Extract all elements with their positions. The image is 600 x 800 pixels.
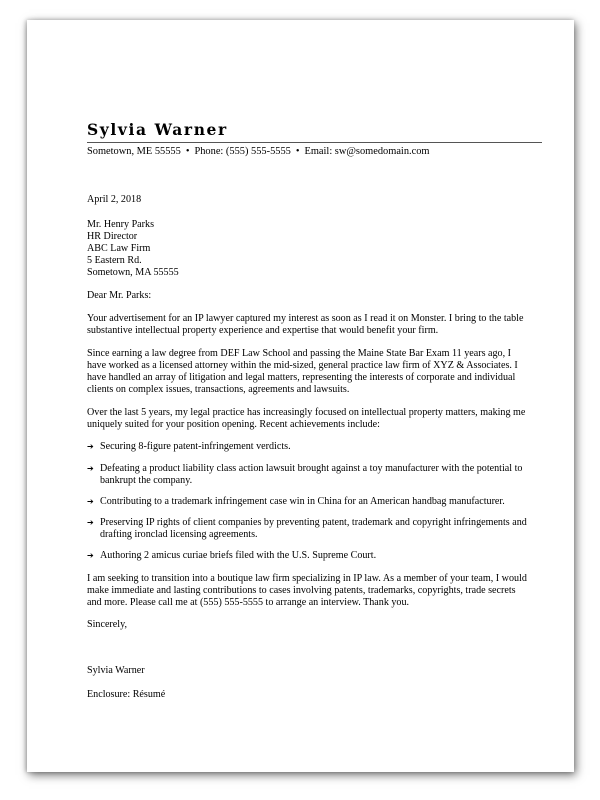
list-item	[87, 441, 527, 453]
recipient-street: 5 Eastern Rd.	[87, 254, 142, 266]
separator-icon: •	[185, 146, 190, 157]
signature-name: Sylvia Warner	[87, 665, 145, 677]
achievement-text: Securing 8-figure patent-infringement verdicts.	[100, 441, 291, 453]
list-item	[87, 517, 527, 541]
list-item	[87, 496, 527, 508]
recipient-city: Sometown, MA 55555	[87, 266, 179, 278]
recipient-title: HR Director	[87, 230, 138, 242]
arrow-bullet-icon: ➔	[87, 517, 94, 527]
contact-line	[87, 146, 430, 157]
letter-date: April 2, 2018	[87, 194, 142, 205]
achievement-text: Authoring 2 amicus curiae briefs filed with the U.S. Supreme Court.	[100, 549, 377, 561]
paragraph-intro: Your advertisement for an IP lawyer captured my interest as soon as I read it on Monster. I bring to the table substantive intellectual property experience and expertise that would benefit your firm.	[87, 313, 524, 337]
achievements-list	[87, 441, 527, 562]
achievement-text: Defeating a product liability class action lawsuit brought against a toy manufacturer with the potential to bankrupt the company.	[100, 462, 523, 486]
sender-location: Sometown, ME 55555	[87, 146, 181, 157]
letter-body	[87, 194, 527, 701]
recipient-name: Mr. Henry Parks	[87, 218, 155, 230]
salutation: Dear Mr. Parks:	[87, 290, 152, 302]
sender-phone: Phone: (555) 555-5555	[194, 146, 291, 157]
list-item	[87, 550, 527, 562]
paragraph-closing: I am seeking to transition into a boutique law firm specializing in IP law. As a member of your team, I would make immediate and lasting contributions to cases involving patents, trademarks, copyrights, trade secrets and more. Please call me at (555) 555-5555 to arrange an interview. Thank you.	[87, 572, 527, 608]
achievement-text: Preserving IP rights of client companies by preventing patent, trademark and copyright infringements and drafting ironclad licensing agreements.	[100, 516, 527, 540]
enclosure-line: Enclosure: Résumé	[87, 688, 166, 700]
recipient-address	[87, 219, 527, 279]
header-divider	[87, 142, 542, 143]
letter-page	[27, 20, 574, 772]
arrow-bullet-icon: ➔	[87, 496, 94, 506]
recipient-company: ABC Law Firm	[87, 242, 151, 254]
closing: Sincerely,	[87, 619, 127, 631]
paragraph-focus: Over the last 5 years, my legal practice has increasingly focused on intellectual property matters, making me uniquely suited for your position opening. Recent achievements include:	[87, 406, 526, 430]
list-item	[87, 463, 527, 487]
arrow-bullet-icon: ➔	[87, 442, 94, 452]
arrow-bullet-icon: ➔	[87, 463, 94, 473]
achievement-text: Contributing to a trademark infringement case win in China for an American handbag manufacturer.	[100, 495, 505, 507]
paragraph-background: Since earning a law degree from DEF Law School and passing the Maine State Bar Exam 11 years ago, I have worked as a licensed attorney within the mid-sized, general practice law firm of XYZ & Associates. I have handled an array of litigation and legal matters, representing the interests of corporate and individual clients on complex issues, transactions, agreements and lawsuits.	[87, 347, 518, 396]
sender-name: Sylvia Warner	[87, 120, 228, 139]
sender-email: Email: sw@somedomain.com	[304, 146, 430, 157]
arrow-bullet-icon: ➔	[87, 550, 94, 560]
separator-icon: •	[295, 146, 300, 157]
